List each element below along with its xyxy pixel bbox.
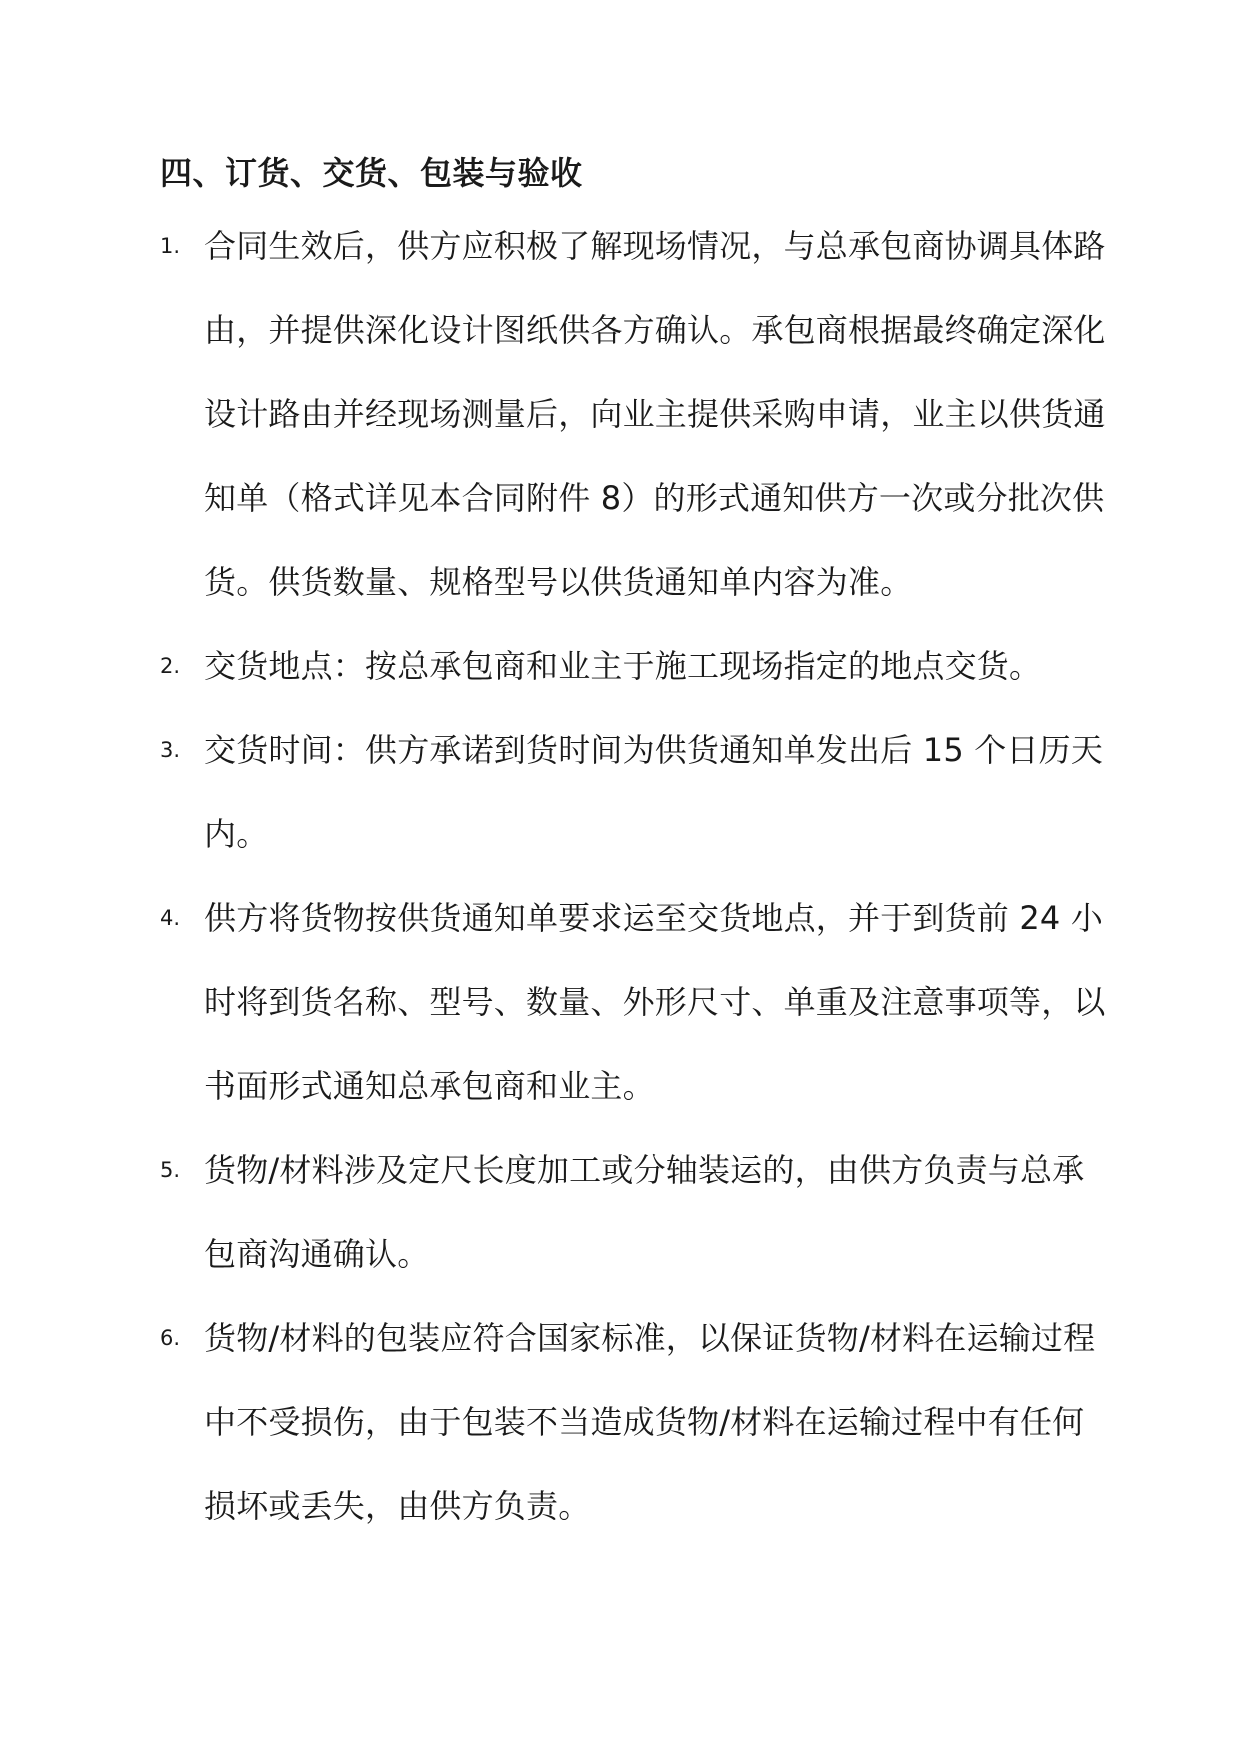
list-item-number: 3.	[160, 738, 181, 762]
section-heading: 四、订货、交货、包装与验收	[160, 154, 583, 192]
list-item-number: 5.	[160, 1158, 181, 1182]
list-item-text-line: 交货时间：供方承诺到货时间为供货通知单发出后 15 个日历天	[204, 731, 1104, 769]
list-item-text-line: 损坏或丢失，由供方负责。	[204, 1487, 591, 1525]
list-item-text-line: 由，并提供深化设计图纸供各方确认。承包商根据最终确定深化	[204, 311, 1106, 349]
list-item-text-line: 货。供货数量、规格型号以供货通知单内容为准。	[204, 563, 913, 601]
list-item-text-line: 交货地点：按总承包商和业主于施工现场指定的地点交货。	[204, 647, 1042, 685]
list-item-text-line: 货物/材料的包装应符合国家标准，以保证货物/材料在运输过程	[204, 1319, 1096, 1357]
list-item-text-line: 书面形式通知总承包商和业主。	[204, 1067, 655, 1105]
list-item-text-line: 中不受损伤，由于包装不当造成货物/材料在运输过程中有任何	[204, 1403, 1085, 1441]
list-item-number: 4.	[160, 906, 181, 930]
list-item-text-line: 供方将货物按供货通知单要求运至交货地点，并于到货前 24 小	[204, 899, 1104, 937]
list-item-text-line: 时将到货名称、型号、数量、外形尺寸、单重及注意事项等，以	[204, 983, 1106, 1021]
list-item-text-line: 包商沟通确认。	[204, 1235, 430, 1273]
list-item-text-line: 设计路由并经现场测量后，向业主提供采购申请，业主以供货通	[204, 395, 1106, 433]
list-item-number: 1.	[160, 234, 181, 258]
list-item-text-line: 货物/材料涉及定尺长度加工或分轴装运的，由供方负责与总承	[204, 1151, 1085, 1189]
list-item-number: 2.	[160, 654, 181, 678]
list-item-number: 6.	[160, 1326, 181, 1350]
list-item-text-line: 内。	[204, 815, 269, 853]
list-item-text-line: 合同生效后，供方应积极了解现场情况，与总承包商协调具体路	[204, 227, 1106, 265]
list-item-text-line: 知单（格式详见本合同附件 8）的形式通知供方一次或分批次供	[204, 479, 1105, 517]
